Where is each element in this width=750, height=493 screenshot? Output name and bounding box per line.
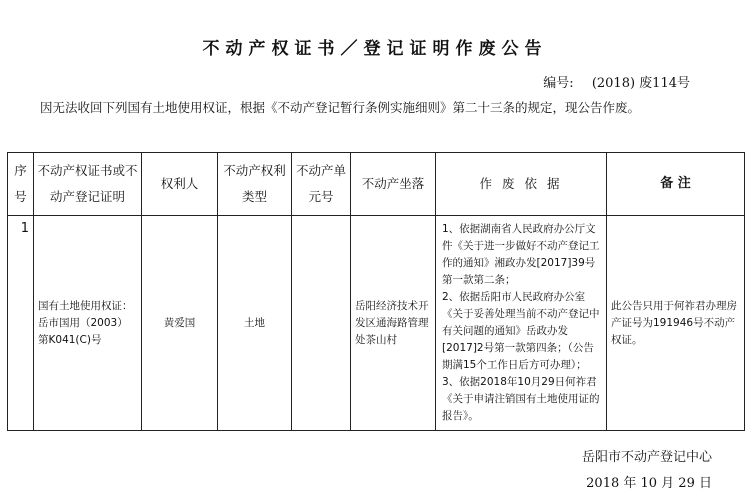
- basis-item-2: 2、依据岳阳市人民政府办公室《关于妥善处理当前不动产登记中有关问题的通知》岳政办发[2017]2号第一款第四条；（公告期满15个工作日后方可办理）；: [442, 291, 600, 371]
- intro-paragraph: 因无法收回下列国有土地使用权证，根据《不动产登记暂行条例实施细则》第二十三条的规定，现公告作废。: [40, 100, 641, 115]
- header-cert: 不动产权证书或不动产登记证明: [34, 153, 142, 216]
- header-remark: 备 注: [607, 153, 745, 216]
- basis-item-3: 3、依据2018年10月29日何祚君《关于申请注销国有土地使用证的报告》。: [442, 376, 600, 422]
- table-header-row: [8, 153, 745, 216]
- row-unit: [292, 216, 351, 431]
- document-number: [543, 72, 690, 91]
- notice-table: [7, 152, 745, 431]
- basis-item-1: 1、依据湖南省人民政府办公厅文件《关于进一步做好不动产登记工作的通知》湘政办发[2017]39号第一款第二条；: [442, 223, 600, 286]
- header-holder: 权利人: [142, 153, 218, 216]
- header-location: 不动产坐落: [351, 153, 436, 216]
- document-number-label: 编号:: [543, 76, 574, 91]
- notice-title: 不动产权证书／登记证明作废公告: [202, 39, 548, 59]
- row-type: 土地: [218, 216, 292, 431]
- table-row: [8, 216, 745, 431]
- row-holder: 黄爱国: [142, 216, 218, 431]
- row-seq: 1: [8, 216, 34, 431]
- issuing-organization: 岳阳市不动产登记中心: [581, 450, 712, 465]
- row-basis: [436, 216, 607, 431]
- header-basis: 作 废 依 据: [436, 153, 607, 216]
- issue-date: 2018 年 10 月 29 日: [586, 476, 712, 491]
- row-cert: 国有土地使用权证：岳市国用（2003）第K041(C)号: [34, 216, 142, 431]
- header-type: 不动产权利类型: [218, 153, 292, 216]
- header-seq: 序号: [8, 153, 34, 216]
- header-unit: 不动产单元号: [292, 153, 351, 216]
- document-number-value: (2018) 废114号: [591, 76, 690, 91]
- row-remark: 此公告只用于何祚君办理房产证号为191946号不动产权证。: [607, 216, 745, 431]
- row-location: 岳阳经济技术开发区通海路管理处茶山村: [351, 216, 436, 431]
